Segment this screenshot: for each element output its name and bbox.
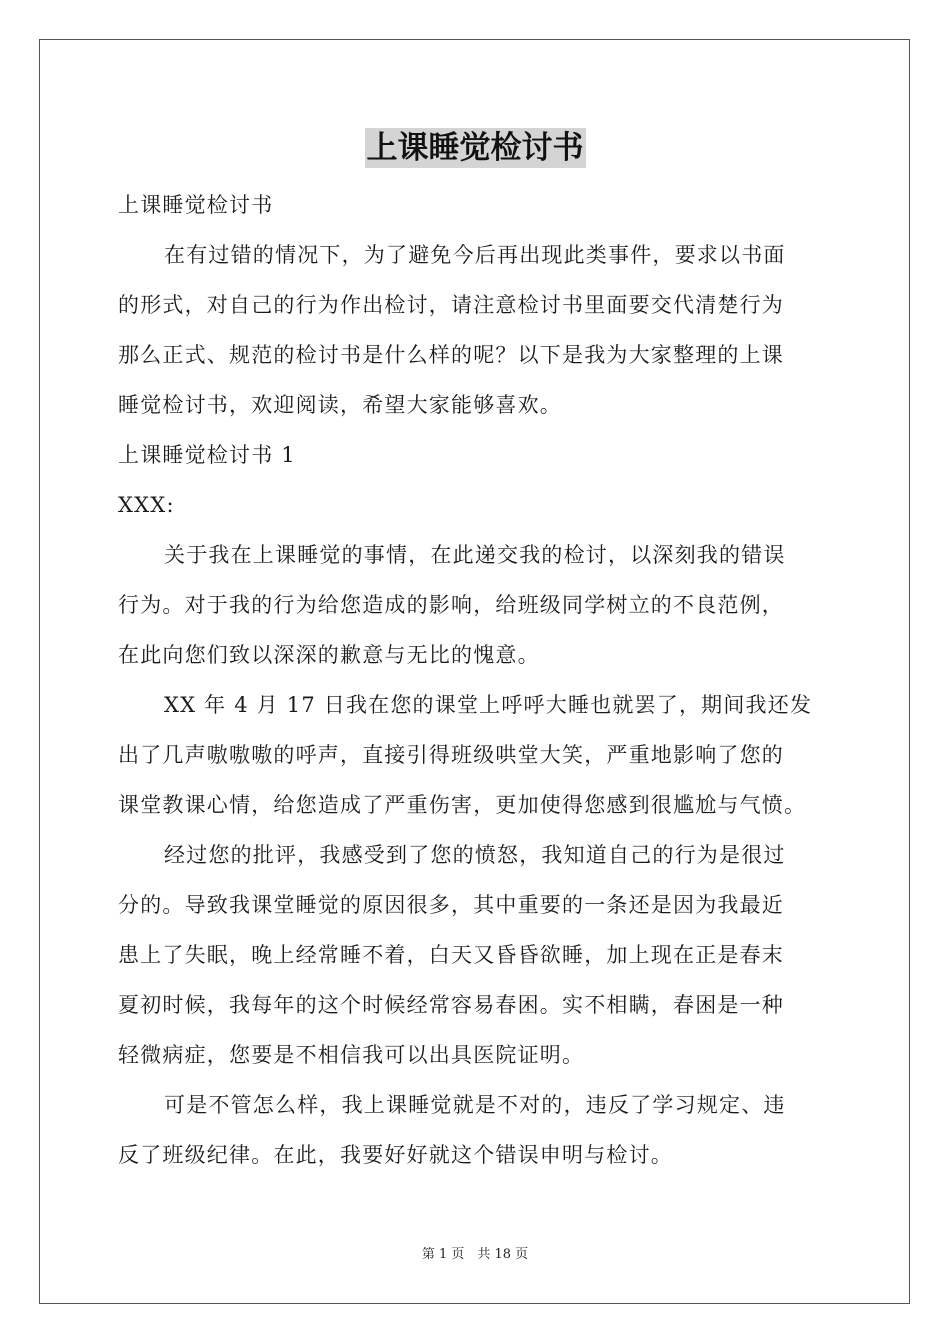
text-line: 在此向您们致以深深的歉意与无比的愧意。 [118, 643, 540, 667]
text-line: 的形式，对自己的行为作出检讨，请注意检讨书里面要交代清楚行为 [118, 293, 784, 317]
text-line: 反了班级纪律。在此，我要好好就这个错误申明与检讨。 [118, 1143, 673, 1167]
text-line: 分的。导致我课堂睡觉的原因很多，其中重要的一条还是因为我最近 [118, 893, 784, 917]
text-line: 课堂教课心情，给您造成了严重伤害，更加使得您感到很尴尬与气愤。 [118, 793, 807, 817]
text-line: 睡觉检讨书，欢迎阅读，希望大家能够喜欢。 [118, 393, 562, 417]
text-line: 经过您的批评，我感受到了您的愤怒，我知道自己的行为是很过 [164, 843, 786, 867]
page-footer: 第 1 页 共 18 页 [421, 1247, 529, 1262]
text-line: XXX: [118, 493, 175, 517]
text-line: 轻微病症，您要是不相信我可以出具医院证明。 [118, 1043, 585, 1067]
text-line: 行为。对于我的行为给您造成的影响，给班级同学树立的不良范例， [118, 593, 784, 617]
text-line: 可是不管怎么样，我上课睡觉就是不对的，违反了学习规定、违 [164, 1093, 786, 1117]
text-line: XX 年 4 月 17 日我在您的课堂上呼呼大睡也就罢了，期间我还发 [164, 693, 813, 717]
title-container [0, 128, 950, 168]
text-line: 患上了失眠，晚上经常睡不着，白天又昏昏欲睡，加上现在正是春末 [118, 943, 784, 967]
text-line: 上课睡觉检讨书 1 [118, 443, 296, 467]
text-line: 那么正式、规范的检讨书是什么样的呢？以下是我为大家整理的上课 [118, 343, 784, 367]
text-line: 上课睡觉检讨书 [118, 193, 274, 217]
document-title: 上课睡觉检讨书 [366, 130, 584, 166]
text-line: 在有过错的情况下，为了避免今后再出现此类事件，要求以书面 [164, 243, 786, 267]
text-line: 出了几声嗷嗷嗷的呼声，直接引得班级哄堂大笑，严重地影响了您的 [118, 743, 784, 767]
text-line: 关于我在上课睡觉的事情，在此递交我的检讨，以深刻我的错误 [164, 543, 786, 567]
document-body [118, 180, 838, 1180]
text-line: 夏初时候，我每年的这个时候经常容易春困。实不相瞒，春困是一种 [118, 993, 784, 1017]
